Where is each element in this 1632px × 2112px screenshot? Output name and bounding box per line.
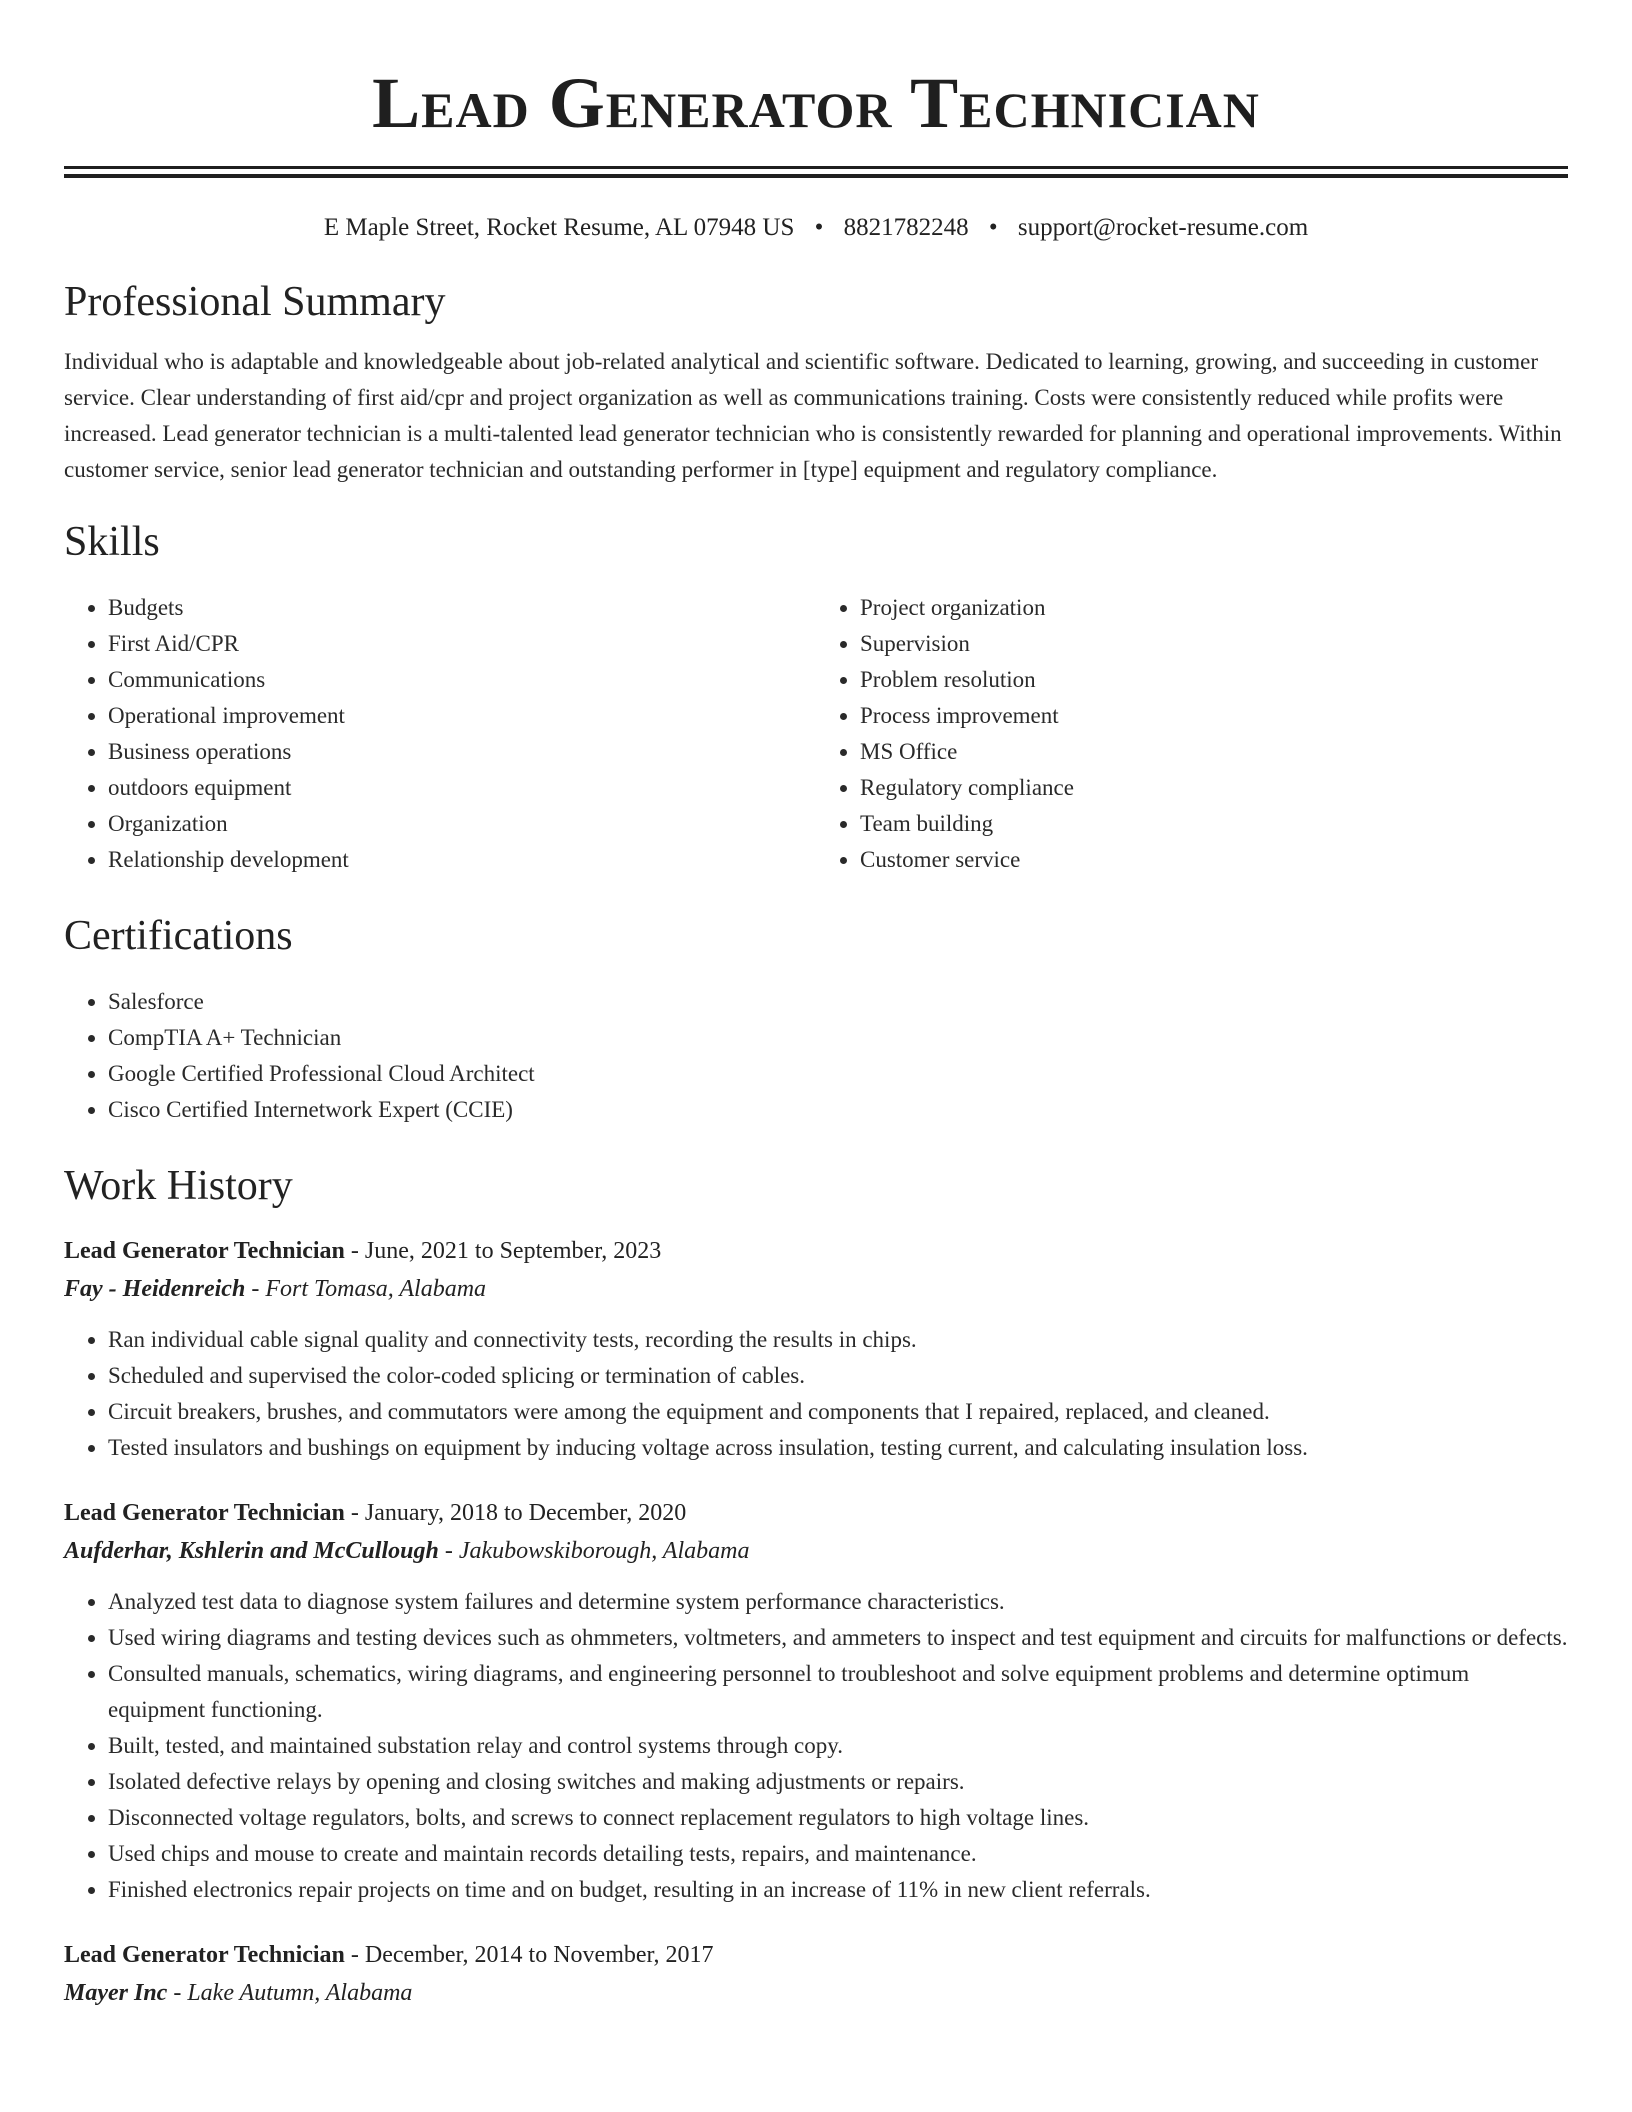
- job-dash: -: [245, 1276, 266, 1302]
- skills-columns: [64, 590, 1568, 878]
- skill-item: • Project organization: [860, 590, 1568, 626]
- job-duty: • Isolated defective relays by opening and closing switches and making adjustments or repairs.: [108, 1764, 1568, 1800]
- contact-separator: •: [814, 214, 824, 241]
- skill-item: • Team building: [860, 806, 1568, 842]
- skill-item: • outdoors equipment: [108, 770, 816, 806]
- job-duty: • Tested insulators and bushings on equipment by inducing voltage across insulation, testing current, and calculating insulation loss.: [108, 1430, 1568, 1466]
- contact-line: [64, 212, 1568, 244]
- job-location: Jakubowskiborough, Alabama: [458, 1538, 750, 1564]
- skill-item: • Organization: [108, 806, 816, 842]
- certification-item: • CompTIA A+ Technician: [108, 1020, 1568, 1056]
- job-entry: [64, 1494, 1568, 1908]
- job-company: Aufderhar, Kshlerin and McCullough: [64, 1538, 439, 1564]
- job-company-line: [64, 1270, 1568, 1308]
- skills-list-right: [816, 590, 1568, 878]
- certification-item: • Google Certified Professional Cloud Architect: [108, 1056, 1568, 1092]
- job-company-line: [64, 1974, 1568, 2012]
- certifications-heading: Certifications: [64, 913, 293, 959]
- resume-name: Lead Generator Technician: [372, 63, 1260, 143]
- skills-list-left: [64, 590, 816, 878]
- skill-item: • MS Office: [860, 734, 1568, 770]
- job-entry: [64, 1936, 1568, 2012]
- skill-item: • Problem resolution: [860, 662, 1568, 698]
- job-duty: • Used chips and mouse to create and maintain records detailing tests, repairs, and maintenance.: [108, 1836, 1568, 1872]
- job-duty: • Finished electronics repair projects on time and on budget, resulting in an increase of 11% in new client referrals.: [108, 1872, 1568, 1908]
- skill-item: • Communications: [108, 662, 816, 698]
- job-duty: • Ran individual cable signal quality and connectivity tests, recording the results in chips.: [108, 1322, 1568, 1358]
- job-duties-list: [64, 1584, 1568, 1908]
- job-duty: • Circuit breakers, brushes, and commutators were among the equipment and components that I repaired, replaced, and cleaned.: [108, 1394, 1568, 1430]
- work-history-heading: Work History: [64, 1163, 293, 1209]
- skill-item: • Supervision: [860, 626, 1568, 662]
- contact-address: E Maple Street, Rocket Resume, AL 07948 US: [323, 214, 795, 241]
- job-duty: • Disconnected voltage regulators, bolts, and screws to connect replacement regulators to high voltage lines.: [108, 1800, 1568, 1836]
- job-title: Lead Generator Technician: [64, 1238, 345, 1264]
- skill-item: • First Aid/CPR: [108, 626, 816, 662]
- skill-item: • Business operations: [108, 734, 816, 770]
- certifications-list: [64, 984, 1568, 1128]
- job-title-line: [64, 1936, 1568, 1974]
- summary-text: Individual who is adaptable and knowledgeable about job-related analytical and scientific software. Dedicated to learning, growing, and succeeding in customer service. Clear understanding of first aid/cpr and project organization as well as communications training. Costs were consistently reduced while profits were increased. Lead generator technician is a multi-talented lead generator technician who is consistently rewarded for planning and operational improvements. Within customer service, senior lead generator technician and outstanding performer in [type] equipment and regulatory compliance.: [64, 349, 1562, 482]
- job-dash: -: [438, 1538, 459, 1564]
- job-dates: June, 2021 to September, 2023: [364, 1238, 662, 1264]
- job-dash: -: [344, 1238, 365, 1264]
- job-company-line: [64, 1532, 1568, 1570]
- job-dates: January, 2018 to December, 2020: [364, 1500, 687, 1526]
- certification-item: • Salesforce: [108, 984, 1568, 1020]
- skills-heading: Skills: [64, 519, 160, 565]
- job-duty: • Built, tested, and maintained substation relay and control systems through copy.: [108, 1728, 1568, 1764]
- certification-item: • Cisco Certified Internetwork Expert (CCIE): [108, 1092, 1568, 1128]
- contact-email: support@rocket-resume.com: [1017, 214, 1309, 241]
- job-dash: -: [344, 1942, 365, 1968]
- job-duties-list: [64, 1322, 1568, 1466]
- job-duty: • Scheduled and supervised the color-coded splicing or termination of cables.: [108, 1358, 1568, 1394]
- job-location: Lake Autumn, Alabama: [187, 1980, 413, 2006]
- job-duty: • Analyzed test data to diagnose system failures and determine system performance characteristics.: [108, 1584, 1568, 1620]
- job-duty: • Consulted manuals, schematics, wiring diagrams, and engineering personnel to troubleshoot and solve equipment problems and determine optimum equipment functioning.: [108, 1656, 1568, 1728]
- skill-item: • Relationship development: [108, 842, 816, 878]
- job-duty: • Used wiring diagrams and testing devices such as ohmmeters, voltmeters, and ammeters to inspect and test equipment and circuits for malfunctions or defects.: [108, 1620, 1568, 1656]
- summary-heading: Professional Summary: [64, 279, 446, 325]
- job-title-line: [64, 1494, 1568, 1532]
- header-rule-bottom: [64, 174, 1568, 178]
- job-company: Fay - Heidenreich: [64, 1276, 246, 1302]
- skill-item: • Operational improvement: [108, 698, 816, 734]
- job-title-line: [64, 1232, 1568, 1270]
- job-title: Lead Generator Technician: [64, 1500, 345, 1526]
- job-dash: -: [167, 1980, 188, 2006]
- contact-separator: •: [988, 214, 998, 241]
- job-dates: December, 2014 to November, 2017: [364, 1942, 714, 1968]
- skill-item: • Customer service: [860, 842, 1568, 878]
- job-entry: [64, 1232, 1568, 1466]
- job-location: Fort Tomasa, Alabama: [265, 1276, 487, 1302]
- contact-phone: 8821782248: [843, 214, 969, 241]
- job-title: Lead Generator Technician: [64, 1942, 345, 1968]
- job-company: Mayer Inc: [64, 1980, 168, 2006]
- job-dash: -: [344, 1500, 365, 1526]
- skill-item: • Budgets: [108, 590, 816, 626]
- skill-item: • Process improvement: [860, 698, 1568, 734]
- header-rule-top: [64, 166, 1568, 169]
- skill-item: • Regulatory compliance: [860, 770, 1568, 806]
